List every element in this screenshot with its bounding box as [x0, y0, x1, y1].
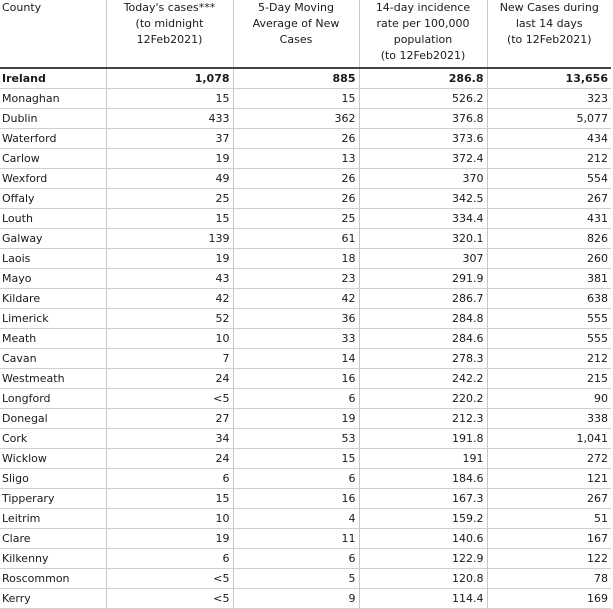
- header-moving-average-line: 5-Day Moving: [258, 1, 334, 14]
- total-county: Ireland: [0, 68, 106, 89]
- incidence-rate-cell: 120.8: [359, 569, 487, 589]
- table-row: [0, 269, 611, 289]
- county-cell: Leitrim: [0, 509, 106, 529]
- todays-cases-cell: <5: [106, 389, 233, 409]
- county-cell: Wicklow: [0, 449, 106, 469]
- new-cases-14-days-cell: 51: [487, 509, 611, 529]
- moving-average-cell: 6: [233, 389, 359, 409]
- header-incidence-rate-line: (to 12Feb2021): [380, 49, 466, 62]
- moving-average-cell: 42: [233, 289, 359, 309]
- incidence-rate-cell: 278.3: [359, 349, 487, 369]
- county-cell: Donegal: [0, 409, 106, 429]
- moving-average-cell: 18: [233, 249, 359, 269]
- new-cases-14-days-cell: 323: [487, 89, 611, 109]
- new-cases-14-days-cell: 555: [487, 309, 611, 329]
- table-row: [0, 109, 611, 129]
- table-row: [0, 329, 611, 349]
- todays-cases-cell: 24: [106, 449, 233, 469]
- new-cases-14-days-cell: 5,077: [487, 109, 611, 129]
- total-new-cases-14-days: 13,656: [487, 68, 611, 89]
- table-row: [0, 549, 611, 569]
- moving-average-cell: 26: [233, 129, 359, 149]
- todays-cases-cell: 15: [106, 89, 233, 109]
- county-cell: Galway: [0, 229, 106, 249]
- new-cases-14-days-cell: 381: [487, 269, 611, 289]
- table-row: [0, 89, 611, 109]
- header-todays-cases-line: 12Feb2021): [136, 33, 203, 46]
- todays-cases-cell: 19: [106, 249, 233, 269]
- county-cell: Meath: [0, 329, 106, 349]
- header-county: County: [0, 0, 106, 68]
- incidence-rate-cell: 114.4: [359, 589, 487, 609]
- table-row: [0, 129, 611, 149]
- new-cases-14-days-cell: 215: [487, 369, 611, 389]
- incidence-rate-cell: 320.1: [359, 229, 487, 249]
- todays-cases-cell: 19: [106, 529, 233, 549]
- table-row: [0, 149, 611, 169]
- todays-cases-cell: 433: [106, 109, 233, 129]
- moving-average-cell: 61: [233, 229, 359, 249]
- county-cell: Dublin: [0, 109, 106, 129]
- moving-average-cell: 16: [233, 369, 359, 389]
- new-cases-14-days-cell: 338: [487, 409, 611, 429]
- header-new-cases-line: (to 12Feb2021): [506, 33, 592, 46]
- county-cell: Mayo: [0, 269, 106, 289]
- moving-average-cell: 14: [233, 349, 359, 369]
- incidence-rate-cell: 373.6: [359, 129, 487, 149]
- moving-average-cell: 23: [233, 269, 359, 289]
- todays-cases-cell: 34: [106, 429, 233, 449]
- table-row: [0, 409, 611, 429]
- moving-average-cell: 19: [233, 409, 359, 429]
- table-header: [0, 0, 611, 68]
- todays-cases-cell: 7: [106, 349, 233, 369]
- todays-cases-cell: <5: [106, 569, 233, 589]
- county-cell: Roscommon: [0, 569, 106, 589]
- new-cases-14-days-cell: 121: [487, 469, 611, 489]
- todays-cases-cell: 43: [106, 269, 233, 289]
- incidence-rate-cell: 284.8: [359, 309, 487, 329]
- header-todays-cases: [106, 0, 233, 68]
- header-todays-cases-line: Today's cases***: [123, 1, 216, 14]
- todays-cases-cell: 139: [106, 229, 233, 249]
- total-incidence-rate: 286.8: [359, 68, 487, 89]
- table-row: [0, 289, 611, 309]
- total-todays-cases: 1,078: [106, 68, 233, 89]
- todays-cases-cell: 19: [106, 149, 233, 169]
- moving-average-cell: 5: [233, 569, 359, 589]
- new-cases-14-days-cell: 167: [487, 529, 611, 549]
- new-cases-14-days-cell: 554: [487, 169, 611, 189]
- moving-average-cell: 6: [233, 549, 359, 569]
- new-cases-14-days-cell: 169: [487, 589, 611, 609]
- new-cases-14-days-cell: 1,041: [487, 429, 611, 449]
- header-moving-average: [233, 0, 359, 68]
- header-incidence-rate: [359, 0, 487, 68]
- incidence-rate-cell: 291.9: [359, 269, 487, 289]
- incidence-rate-cell: 342.5: [359, 189, 487, 209]
- county-cell: Wexford: [0, 169, 106, 189]
- header-new-cases-14-days: [487, 0, 611, 68]
- county-cell: Limerick: [0, 309, 106, 329]
- total-moving-average: 885: [233, 68, 359, 89]
- incidence-rate-cell: 526.2: [359, 89, 487, 109]
- header-incidence-rate-line: population: [393, 33, 453, 46]
- todays-cases-cell: 6: [106, 549, 233, 569]
- moving-average-cell: 9: [233, 589, 359, 609]
- header-row: [0, 0, 611, 68]
- new-cases-14-days-cell: 90: [487, 389, 611, 409]
- moving-average-cell: 6: [233, 469, 359, 489]
- new-cases-14-days-cell: 434: [487, 129, 611, 149]
- county-cell: Monaghan: [0, 89, 106, 109]
- incidence-rate-cell: 372.4: [359, 149, 487, 169]
- county-cell: Kilkenny: [0, 549, 106, 569]
- county-cell: Clare: [0, 529, 106, 549]
- header-new-cases-line: last 14 days: [515, 17, 583, 30]
- todays-cases-cell: 15: [106, 209, 233, 229]
- incidence-rate-cell: 191.8: [359, 429, 487, 449]
- table-row: [0, 489, 611, 509]
- moving-average-cell: 362: [233, 109, 359, 129]
- new-cases-14-days-cell: 431: [487, 209, 611, 229]
- county-cell: Westmeath: [0, 369, 106, 389]
- moving-average-cell: 25: [233, 209, 359, 229]
- incidence-rate-cell: 284.6: [359, 329, 487, 349]
- new-cases-14-days-cell: 212: [487, 349, 611, 369]
- county-cell: Waterford: [0, 129, 106, 149]
- county-cell: Sligo: [0, 469, 106, 489]
- moving-average-cell: 16: [233, 489, 359, 509]
- incidence-rate-cell: 191: [359, 449, 487, 469]
- todays-cases-cell: 37: [106, 129, 233, 149]
- table-row: [0, 209, 611, 229]
- incidence-rate-cell: 167.3: [359, 489, 487, 509]
- moving-average-cell: 36: [233, 309, 359, 329]
- county-cell: Kildare: [0, 289, 106, 309]
- table-row: [0, 389, 611, 409]
- moving-average-cell: 11: [233, 529, 359, 549]
- todays-cases-cell: 52: [106, 309, 233, 329]
- table-row: [0, 569, 611, 589]
- table-body: [0, 68, 611, 609]
- moving-average-cell: 26: [233, 169, 359, 189]
- table-row: [0, 369, 611, 389]
- moving-average-cell: 53: [233, 429, 359, 449]
- todays-cases-cell: 15: [106, 489, 233, 509]
- county-cell: Offaly: [0, 189, 106, 209]
- moving-average-cell: 15: [233, 89, 359, 109]
- new-cases-14-days-cell: 272: [487, 449, 611, 469]
- incidence-rate-cell: 334.4: [359, 209, 487, 229]
- moving-average-cell: 33: [233, 329, 359, 349]
- county-cell: Louth: [0, 209, 106, 229]
- county-cell: Tipperary: [0, 489, 106, 509]
- incidence-rate-cell: 184.6: [359, 469, 487, 489]
- moving-average-cell: 15: [233, 449, 359, 469]
- table-row: [0, 229, 611, 249]
- header-incidence-rate-line: 14-day incidence: [375, 1, 471, 14]
- new-cases-14-days-cell: 122: [487, 549, 611, 569]
- header-todays-cases-line: (to midnight: [135, 17, 204, 30]
- new-cases-14-days-cell: 78: [487, 569, 611, 589]
- table-row: [0, 449, 611, 469]
- incidence-rate-cell: 286.7: [359, 289, 487, 309]
- incidence-rate-cell: 307: [359, 249, 487, 269]
- header-new-cases-line: New Cases during: [499, 1, 599, 14]
- table-row: [0, 309, 611, 329]
- incidence-rate-cell: 376.8: [359, 109, 487, 129]
- new-cases-14-days-cell: 260: [487, 249, 611, 269]
- county-cell: Kerry: [0, 589, 106, 609]
- incidence-rate-cell: 140.6: [359, 529, 487, 549]
- total-row: [0, 68, 611, 89]
- county-cell: Laois: [0, 249, 106, 269]
- county-cell: Carlow: [0, 149, 106, 169]
- incidence-rate-cell: 212.3: [359, 409, 487, 429]
- header-incidence-rate-line: rate per 100,000: [376, 17, 470, 30]
- new-cases-14-days-cell: 555: [487, 329, 611, 349]
- todays-cases-cell: 42: [106, 289, 233, 309]
- table-row: [0, 349, 611, 369]
- new-cases-14-days-cell: 826: [487, 229, 611, 249]
- new-cases-14-days-cell: 638: [487, 289, 611, 309]
- incidence-rate-cell: 220.2: [359, 389, 487, 409]
- new-cases-14-days-cell: 212: [487, 149, 611, 169]
- moving-average-cell: 4: [233, 509, 359, 529]
- county-cell: Cork: [0, 429, 106, 449]
- header-moving-average-line: Average of New: [252, 17, 340, 30]
- incidence-rate-cell: 159.2: [359, 509, 487, 529]
- todays-cases-cell: 10: [106, 329, 233, 349]
- table-row: [0, 169, 611, 189]
- todays-cases-cell: 25: [106, 189, 233, 209]
- table-row: [0, 189, 611, 209]
- incidence-rate-cell: 242.2: [359, 369, 487, 389]
- moving-average-cell: 26: [233, 189, 359, 209]
- todays-cases-cell: 49: [106, 169, 233, 189]
- incidence-rate-cell: 122.9: [359, 549, 487, 569]
- todays-cases-cell: <5: [106, 589, 233, 609]
- todays-cases-cell: 10: [106, 509, 233, 529]
- incidence-rate-cell: 370: [359, 169, 487, 189]
- new-cases-14-days-cell: 267: [487, 189, 611, 209]
- header-moving-average-line: Cases: [279, 33, 313, 46]
- todays-cases-cell: 24: [106, 369, 233, 389]
- table-row: [0, 429, 611, 449]
- table-row: [0, 469, 611, 489]
- todays-cases-cell: 6: [106, 469, 233, 489]
- moving-average-cell: 13: [233, 149, 359, 169]
- county-cell: Cavan: [0, 349, 106, 369]
- todays-cases-cell: 27: [106, 409, 233, 429]
- table-row: [0, 249, 611, 269]
- table-row: [0, 509, 611, 529]
- county-cell: Longford: [0, 389, 106, 409]
- table-row: [0, 529, 611, 549]
- new-cases-14-days-cell: 267: [487, 489, 611, 509]
